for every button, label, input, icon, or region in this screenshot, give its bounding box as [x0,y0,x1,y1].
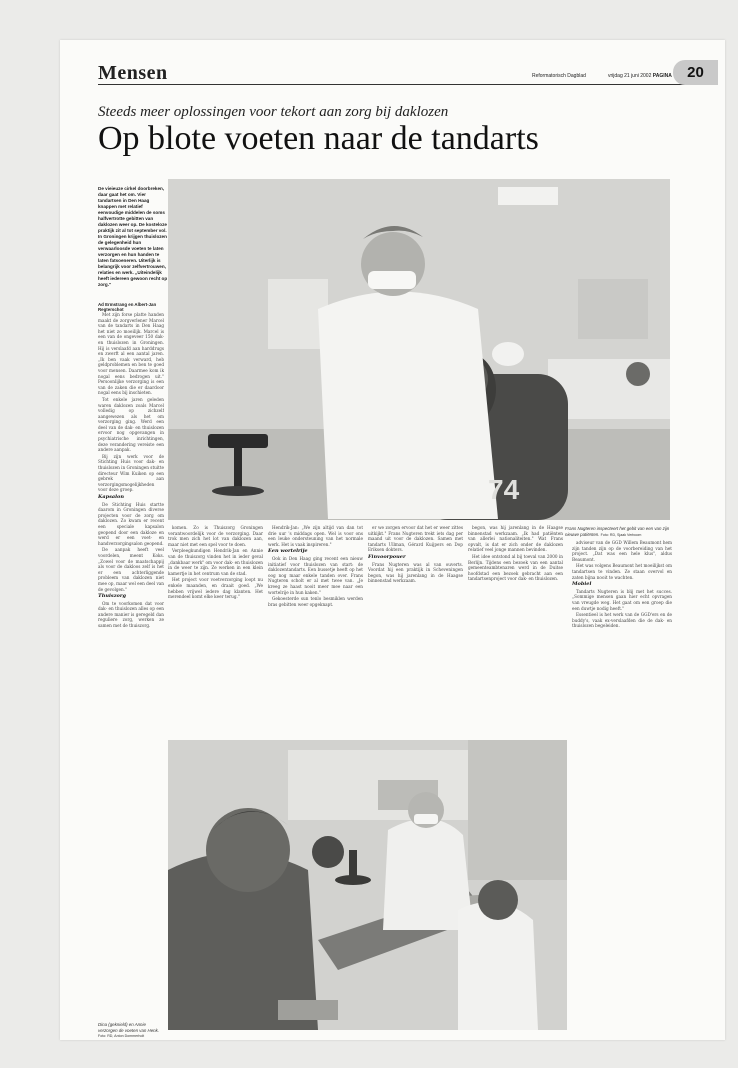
svg-text:74: 74 [488,474,520,505]
article-column-6 [572,540,672,1030]
article-column-3 [268,525,363,735]
paragraph: Ook in Den Haag ging recent een nieuw initiatief voor thuislozen van start: de daklozentandarts. Een bussetje heeft op het oog nog maar enkele tanden over. Frans Nugteren scholt er al met twee van. „Je kreeg ze haast nooit meer mee naar een wortelrije in hun kaken." [268,555,363,595]
header-rule [98,84,710,85]
photo-caption-top [565,526,675,538]
paragraph: komen. Zo is Thuiszorg Groningen verantwoordelijk voor de verzorging. Daar trok men zich het lot van daklozen aan, maar niet met een spel voor te doen. [168,525,263,547]
paragraph: Bij zijn werk voor de Stichting Huis voor dak- en thuislozen in Groningen stuitte directeur Wim Kuiken op een gebrek aan verzorgingsmogelijkheden voor deze groep. [98,453,164,493]
article-headline: Op blote voeten naar de tandarts [98,120,539,157]
paragraph: Het was volgens Beaumont het moeilijkst om tandartsen te vinden. Ze staan overvol en zaten bijna nooit te wachten. [572,563,672,580]
paragraph: Tot enkele jaren geleden waren daklozen zoals Marcel volledig op zichzelf aangewezen als het om verzorging ging. Werd een deel van de dak- en thuislozen ervoor nog opgevangen in psychiatrische inrichtingen, deze verandering vereiste een andere aanpak. [98,396,164,453]
paragraph: Het idee ontstond al bij toeval van 2000 in Berlijn. Tijdens een bezoek van een aantal gemeenteambtenaren werd in de Duitse hoofdstad een bezoek gebracht aan een tandartsenproject voor dak- en thuislozen. [468,553,563,582]
page-number: 20 [673,60,718,85]
article-column-5 [468,525,563,735]
subheading: Mobiel [572,581,592,588]
paragraph: Essentieel is het werk van de GGD'ers en de buddy's, vaak ex-verslaafden die de dak- en thuislozen begeleiden. [572,612,672,629]
photo-credit: Foto: RD, Sjaak Verboom [600,532,642,537]
paragraph: er we zorgen ervoor dat het er weer zittes uitkijkt." Frans Nugteren trekt iets dag per maand uit voor de daklozen. Samen met tandarts Ullman, Gérard Kuijpers en Dop Eriksen dokters. [368,525,463,553]
subheading: Kapsalon [98,494,125,500]
paragraph: Om te voorkomen dat voor dak- en thuislozen alles op een andere manier is geregeld dan reguliere zorg, werken ze samen met de thuiszorg. [98,600,164,629]
caption-text: Dina (geknield) en Annie verzorgen de voeten van Henk. [98,1022,160,1033]
publication-date: vrijdag 21 juni 2002 [608,73,652,79]
footcare-photo [168,740,567,1030]
page-label: PAGINA [652,73,672,79]
newspaper-page [60,40,725,1040]
dentist-photo [168,179,670,520]
photo-caption-bottom [98,1022,166,1040]
article-column-2 [168,525,263,735]
paragraph: Frans Nugteren was al van ouverts. Voordat hij een praktijk in Scheveningen begon, was hij jarenlang in de Haagse binnenstad werkzaam. [368,561,463,584]
caption-text: Frans Nugteren inspecteert het gebit van een van zijn nieuwe patiënten. [565,526,670,537]
paragraph: Verpleegkundigen Hendrik-Jan en Annie van de thuiszorg vinden het in ieder geval „dankbaar werk" om voor dak- en thuislozen in de weer te zijn. Ze werken in een klein kamertje in het centrum van de stad. [168,548,263,576]
article-lead: De vieieuze cirkel doorbreken, daar gaat het om. Vier tandartsen in Den Haag knappen met relatief eenvoudige middelen de soms halfvertrotte gebitten van daklozen weer op. De kosteloze praktijk zit al tot september vol. In Groningen krijgen thuislozen de gelegenheid hun verwaarloosde voeten te laten verzorgen en hun handen te laten fatsoeneren. Uiterlijk is belangrijk voor zelfvertrouwen, relaties en werk. „Uiteindelijk heeft iedereen gewoon recht op zorg." [98,186,168,287]
article-column-1 [98,312,164,1018]
paragraph: adviseur van de GGD Willem Beaumont hem zijn tanden zijn op de voorbereiding van het project. „Dat was een hele klus", aldus Beaumont. [572,540,672,562]
subheading: Thuiszorg [98,593,127,600]
paragraph: Het project voor voetverzorging loopt nu enkele maanden, en draait goed. „We hebben vrijwel iedere dag klanten. Het merendeel komt elke keer terug." [168,577,263,600]
section-title: Mensen [98,62,168,84]
paragraph: Met zijn forse platte handen maakt de zorgverlener Marcel van de tandarts in Den Haag het niet zo moeilijk. Marcel is een van de ongeveer 150 dak- en thuislozen in Groningen. Hij is verslaafd aan harddrugs en zwerft al een aantal jaren. „Ik ben vaak verward, heb geldproblemen en ben te goed voor mensen. Daarmee kom ik nogal eens bedrogen uit." Persoonlijke verzorging is een van de zaken die er daardoor nogal eens bij inschieten. [98,312,164,396]
paragraph: De aanpak heeft veel voordelen, meent Koks. „Zowel voor de maatschappij als voor de dakloos zelf is het er een achterliggende probleem van daklozen niet mee op, maar wel een deel van de gevolgen." [98,547,164,592]
photo-credit: Foto: RD, Anton Dommerholt [98,1034,145,1038]
article-kicker: Steeds meer oplossingen voor tekort aan zorg bij daklozen [98,104,449,120]
article-byline: Ad Ermstrang en Albert-Jan Regterschot [98,302,157,312]
subheading: Een wortelrije [268,548,308,555]
page-header [60,40,725,88]
date-line [608,73,672,79]
newspaper-name: Reformatorisch Dagblad [532,73,586,79]
paragraph: begon, was hij jarenlang in de Haagse binnenstad werkzaam. „Ik had patiënten van allerlei nationaliteiten." Wat Frans opvalt, is dat er zich onder de daklozen relatief veel jonge mannen bevinden. [468,525,563,553]
paragraph: De Stichting Huis startte daarom in Groningen diverse projecten voor de zorg om daklozen. Zo kwam er recent een speciale kapsalon geopend door een dakloze en werd er een voet- en handverzorgingsalon geopend. [98,501,164,546]
paragraph: Tandarts Nugteren is blij met het succes. „Sommige mensen gaan hier echt opvragen van vreugde weg. Het gaat om een groep die een duwtje nodig heeft." [572,588,672,611]
paragraph: Hendrik-Jan: „We zijn altijd van dan tot drie uur 's middags open. Wel is voor ons een leuke ondersteuning van het normale werk. Het is vaak inspireren." [268,525,363,547]
paragraph: Gekoesterde sun tenlo besmiklen werden bras gebitten weer opgeknapt. [268,596,363,607]
subheading: Finvoorpouer [368,553,406,560]
article-column-4 [368,525,463,735]
